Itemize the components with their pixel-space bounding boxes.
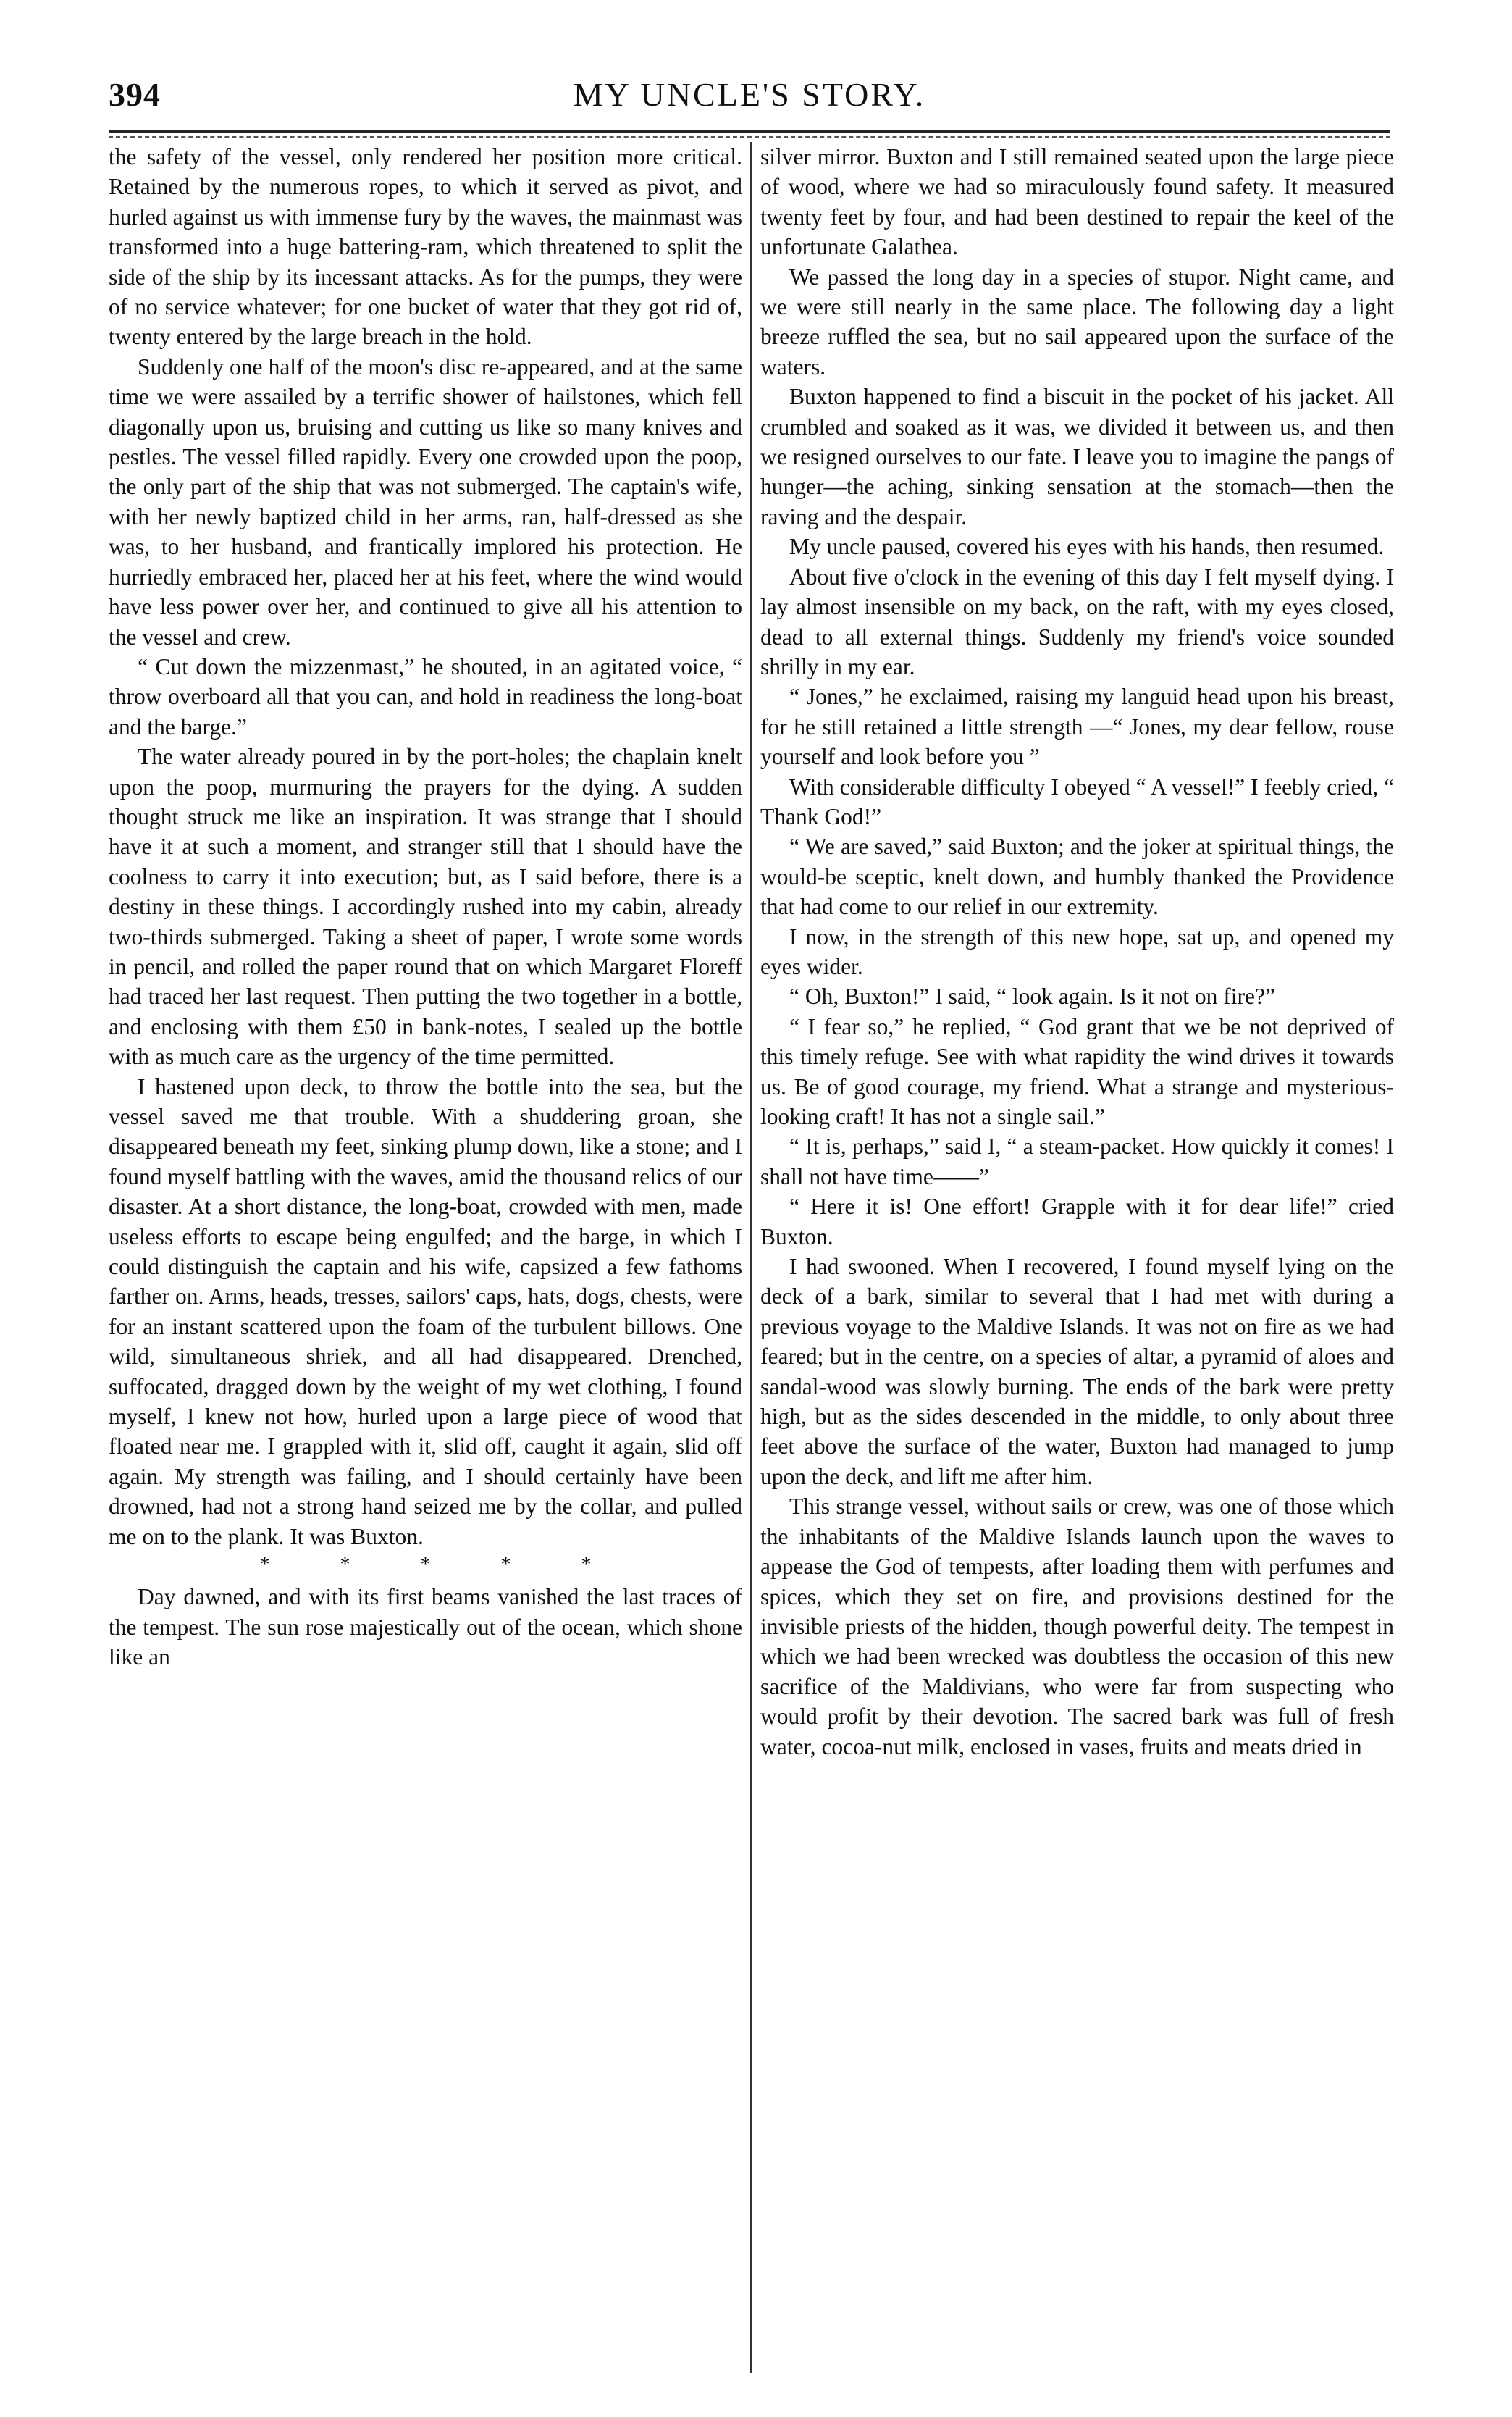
header-rule-dashed bbox=[109, 136, 1390, 138]
header-rule bbox=[109, 130, 1390, 133]
paragraph: I hastened upon deck, to throw the bottle into the sea, but the vessel saved me that trouble. With a shuddering groan, she disappeared beneath my feet, sinking plump down, like a stone; and I found myself battling with the waves, amid the thousand relics of our disaster. At a short distance, the long-boat, crowded with men, made useless efforts to escape being engulfed; and the barge, in which I could distinguish the captain and his wife, capsized a few fathoms farther on. Arms, heads, tresses, sailors' caps, hats, dogs, chests, were for an instant scattered upon the foam of the turbulent billows. One wild, simultaneous shriek, and all had disappeared. Drenched, suffocated, dragged down by the weight of my wet clothing, I found myself, I knew not how, hurled upon a large piece of wood that floated near me. I grappled with it, slid off, caught it again, slid off again. My strength was failing, and I should certainly have been drowned, had not a strong hand seized me by the collar, and pulled me on to the plank. It was Buxton. bbox=[109, 1073, 742, 1549]
paragraph: “ Cut down the mizzenmast,” he shouted, in an agitated voice, “ throw overboard all that you can, and hold in readiness the long-boat and the barge.” bbox=[109, 653, 742, 740]
paragraph: “ Here it is! One effort! Grapple with it for dear life!” cried Buxton. bbox=[760, 1194, 1394, 1249]
paragraph: I had swooned. When I recovered, I found myself lying on the deck of a bark, similar to several that I had met with during a previous voyage to the Maldive Islands. It was not on fire as we had feared; but in the centre, on a species of altar, a pyramid of aloes and sandal-wood was slowly burning. The ends of the bark were pretty high, but as the sides descended in the middle, to only about three feet above the surface of the water, Buxton had managed to jump upon the deck, and lift me after him. bbox=[760, 1254, 1394, 1489]
paragraph: the safety of the vessel, only rendered her position more critical. Retained by the numerous ropes, to which it served as pivot, and hurled against us with immense fury by the waves, the mainmast was transformed into a huge battering-ram, which threatened to split the side of the ship by its incessant attacks. As for the pumps, they were of no service whatever; for one bucket of water that they got rid of, twenty entered by the large breach in the hold. bbox=[109, 144, 742, 350]
column-divider bbox=[750, 142, 752, 2373]
paragraph: We passed the long day in a species of stupor. Night came, and we were still nearly in the same place. The following day a light breeze ruffled the sea, but no sail appeared upon the surface of the waters. bbox=[760, 264, 1394, 380]
running-title: MY UNCLE'S STORY. bbox=[573, 76, 926, 113]
paragraph: About five o'clock in the evening of this day I felt myself dying. I lay almost insensible on my back, on the raft, with my eyes closed, dead to all external things. Suddenly my friend's voice sounded shrilly in my ear. bbox=[760, 564, 1394, 679]
paragraph: Buxton happened to find a biscuit in the pocket of his jacket. All crumbled and soaked as it was, we divided it between us, and then we resigned ourselves to our fate. I leave you to imagine the pangs of hunger—the aching, sinking sensation at the stomach—then the raving and the despair. bbox=[760, 384, 1394, 529]
page-header bbox=[109, 75, 1390, 127]
paragraph: Suddenly one half of the moon's disc re-appeared, and at the same time we were assailed by a terrific shower of hailstones, which fell diagonally upon us, bruising and cutting us like so many knives and pestles. The vessel filled rapidly. Every one crowded upon the poop, the only part of the ship that was not submerged. The captain's wife, with her newly baptized child in her arms, ran, half-dressed as she was, to her husband, and frantically implored his protection. He hurriedly embraced her, placed her at his feet, where the wind would have less power over her, and continued to give all his attention to the vessel and crew. bbox=[109, 353, 742, 650]
section-break: * * * * * bbox=[259, 1554, 592, 1577]
paragraph: This strange vessel, without sails or crew, was one of those which the inhabitants of the Maldive Islands launch upon the waves to appease the God of tempests, after loading them with perfumes and spices, which they set on fire, and provisions destined for the invisible priests of the hidden, though powerful deity. The tempest in which we had been wrecked was doubtless the occasion of this new sacrifice of the Maldivians, who were far from suspecting who would profit by their devotion. The sacred bark was full of fresh water, cocoa-nut milk, enclosed in vases, fruits and meats dried in bbox=[760, 1494, 1394, 1759]
paragraph: “ I fear so,” he replied, “ God grant that we be not deprived of this timely refuge. See with what rapidity the wind drives it towards us. Be of good courage, my friend. What a strange and mysterious-looking craft! It has not a single sail.” bbox=[760, 1013, 1394, 1129]
page-number: 394 bbox=[109, 76, 161, 113]
paragraph: My uncle paused, covered his eyes with his hands, then resumed. bbox=[789, 534, 1385, 560]
paragraph: Day dawned, and with its first beams vanished the last traces of the tempest. The sun rose majestically out of the ocean, which shone like an bbox=[109, 1584, 742, 1670]
paragraph: I now, in the strength of this new hope, sat up, and opened my eyes wider. bbox=[760, 923, 1394, 979]
paragraph: “ It is, perhaps,” said I, “ a steam-packet. How quickly it comes! I shall not have time——” bbox=[760, 1134, 1394, 1189]
paragraph: silver mirror. Buxton and I still remained seated upon the large piece of wood, where we had so miraculously found safety. It measured twenty feet by four, and had been destined to repair the keel of the unfortunate Galathea. bbox=[760, 144, 1394, 260]
right-column bbox=[760, 142, 1394, 2373]
left-column bbox=[109, 142, 742, 2373]
paragraph: “ We are saved,” said Buxton; and the joker at spiritual things, the would-be sceptic, knelt down, and humbly thanked the Providence that had come to our relief in our extremity. bbox=[760, 834, 1394, 920]
paragraph: “ Jones,” he exclaimed, raising my languid head upon his breast, for he still retained a little strength —“ Jones, my dear fellow, rouse yourself and look before you ” bbox=[760, 684, 1394, 770]
paragraph: “ Oh, Buxton!” I said, “ look again. Is it not on fire?” bbox=[789, 984, 1275, 1010]
paragraph: With considerable difficulty I obeyed “ A vessel!” I feebly cried, “ Thank God!” bbox=[760, 774, 1394, 829]
paragraph: The water already poured in by the port-holes; the chaplain knelt upon the poop, murmuring the prayers for the dying. A sudden thought struck me like an inspiration. It was strange that I should have it at such a moment, and stranger still that I should have the coolness to carry it into execution; but, as I said before, there is a destiny in these things. I accordingly rushed into my cabin, already two-thirds submerged. Taking a sheet of paper, I wrote some words in pencil, and rolled the paper round that on which Margaret Floreff had traced her last request. Then putting the two together in a bottle, and enclosing with them £50 in bank-notes, I sealed up the bottle with as much care as the urgency of the time permitted. bbox=[109, 744, 742, 1070]
